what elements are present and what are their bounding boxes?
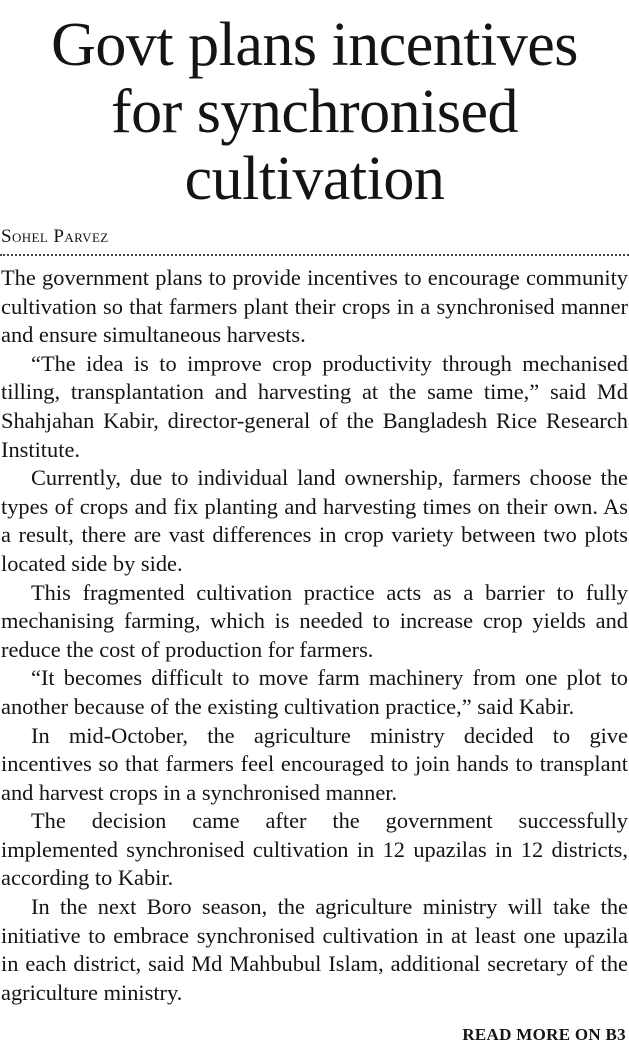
body-paragraph: The government plans to provide incentives to encourage community cultivation so that farmers plant their crops in a synchronised manner and ensure simultaneous harvests. (1, 265, 628, 348)
body-paragraph: This fragmented cultivation practice acts as a barrier to fully mechanising farming, which is needed to increase crop yields and reduce the cost of production for farmers. (1, 579, 628, 662)
article-body (0, 264, 629, 1007)
body-paragraph: “It becomes difficult to move farm machinery from one plot to another because of the existing cultivation practice,” said Kabir. (1, 665, 628, 719)
article-headline (0, 0, 629, 213)
body-paragraph: In mid-October, the agriculture ministry decided to give incentives so that farmers feel encouraged to join hands to transplant and harvest crops in a synchronised manner. (1, 722, 628, 805)
body-paragraph: The decision came after the government successfully implemented synchronised cultivation in 12 upazilas in 12 districts, according to Kabir. (1, 808, 628, 891)
dotted-divider (0, 254, 629, 256)
body-paragraph: “The idea is to improve crop productivity through mechanised tilling, transplantation and harvesting at the same time,” said Md Shahjahan Kabir, director-general of the Bangladesh Rice Research Institute. (1, 350, 628, 462)
body-paragraph: In the next Boro season, the agriculture ministry will take the initiative to embrace synchronised cultivation in at least one upazila in each district, said Md Mahbubul Islam, additional secretary of the agriculture ministry. (1, 894, 628, 1005)
continuation-link[interactable]: READ MORE ON B3 (462, 1025, 626, 1044)
author-byline: Sohel Parvez (1, 226, 109, 247)
body-paragraph: Currently, due to individual land ownership, farmers choose the types of crops and fix planting and harvesting times on their own. As a result, there are vast differences in crop variety between two plots located side by side. (1, 465, 628, 576)
headline-line: for synchronised (111, 78, 518, 146)
headline-line: cultivation (184, 145, 445, 213)
headline-line: Govt plans incentives (51, 11, 578, 79)
